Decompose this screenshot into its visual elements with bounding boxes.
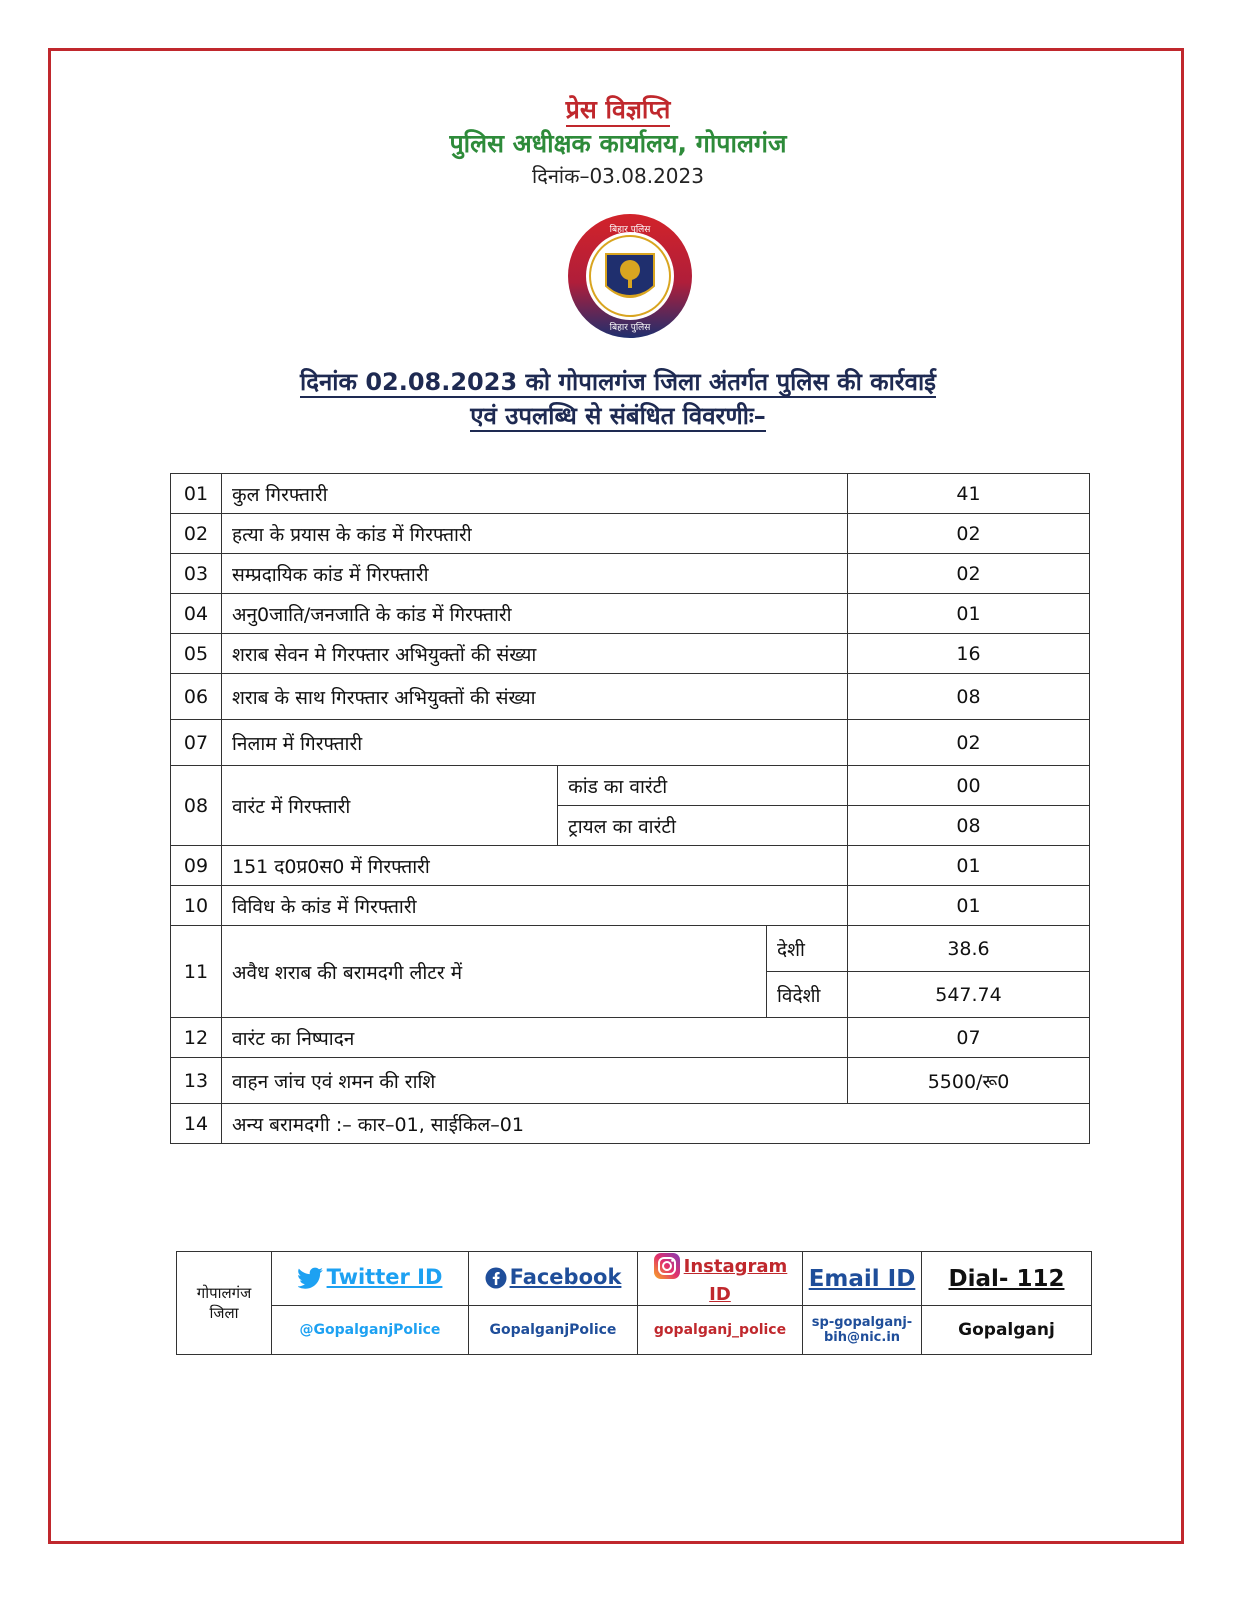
- svg-text:बिहार पुलिस: बिहार पुलिस: [609, 323, 651, 333]
- table-row: 07 निलाम में गिरफ्तारी 02: [171, 720, 1090, 766]
- table-row: 01 कुल गिरफ्तारी 41: [171, 474, 1090, 514]
- facebook-icon: [485, 1267, 507, 1293]
- svg-text:बिहार पुलिस: बिहार पुलिस: [609, 225, 651, 235]
- office-name: पुलिस अधीक्षक कार्यालय, गोपालगंज: [449, 129, 787, 158]
- dial-label: Dial- 112: [922, 1252, 1092, 1306]
- twitter-bird-icon: [298, 1267, 324, 1293]
- table-row: 02 हत्या के प्रयास के कांड में गिरफ्तारी 02: [171, 514, 1090, 554]
- arrest-statistics-table: [170, 473, 1090, 1144]
- table-row: 14 अन्य बरामदगी :– कार–01, साईकिल–01: [171, 1104, 1090, 1144]
- table-row: 13 वाहन जांच एवं शमन की राशि 5500/रू0: [171, 1058, 1090, 1104]
- table-row: 06 शराब के साथ गिरफ्तार अभियुक्तों की संख्या 08: [171, 674, 1090, 720]
- instagram-link[interactable]: Instagram ID: [638, 1252, 803, 1306]
- table-row: ट्रायल का वारंटी 08: [171, 806, 1090, 846]
- email-address[interactable]: sp-gopalganj-bih@nic.in: [803, 1306, 922, 1355]
- table-row: 11 अवैध शराब की बरामदगी लीटर में देशी 38.6: [171, 926, 1090, 972]
- table-row: 04 अनु0जाति/जनजाति के कांड में गिरफ्तारी 01: [171, 594, 1090, 634]
- press-release-title: प्रेस विज्ञप्ति: [0, 92, 1236, 126]
- table-row: 08 वारंट में गिरफ्तारी कांड का वारंटी 00: [171, 766, 1090, 806]
- table-row: 10 विविध के कांड में गिरफ्तारी 01: [171, 886, 1090, 926]
- table-row: 12 वारंट का निष्पादन 07: [171, 1018, 1090, 1058]
- twitter-handle[interactable]: @GopalganjPolice: [272, 1306, 469, 1355]
- table-row: 09 151 द0प्र0स0 में गिरफ्तारी 01: [171, 846, 1090, 886]
- table-row: 03 सम्प्रदायिक कांड में गिरफ्तारी 02: [171, 554, 1090, 594]
- twitter-link[interactable]: Twitter ID: [272, 1252, 469, 1306]
- facebook-link[interactable]: Facebook: [469, 1252, 638, 1306]
- release-date: दिनांक–03.08.2023: [532, 164, 704, 188]
- bihar-police-emblem-icon: [566, 212, 694, 340]
- instagram-icon: [653, 1252, 681, 1284]
- email-link[interactable]: Email ID: [803, 1252, 922, 1306]
- instagram-handle[interactable]: gopalganj_police: [638, 1306, 803, 1355]
- table-row: विदेशी 547.74: [171, 972, 1090, 1018]
- social-media-contacts: [176, 1251, 1092, 1355]
- facebook-handle[interactable]: GopalganjPolice: [469, 1306, 638, 1355]
- dial-location: Gopalganj: [922, 1306, 1092, 1355]
- table-row: 05 शराब सेवन मे गिरफ्तार अभियुक्तों की संख्या 16: [171, 634, 1090, 674]
- district-label: गोपालगंज जिला: [177, 1252, 272, 1355]
- report-subject: दिनांक 02.08.2023 को गोपालगंज जिला अंतर्गत पुलिस की कार्रवाई एवं उपलब्धि से संबंधित विवरणीः–: [300, 368, 936, 430]
